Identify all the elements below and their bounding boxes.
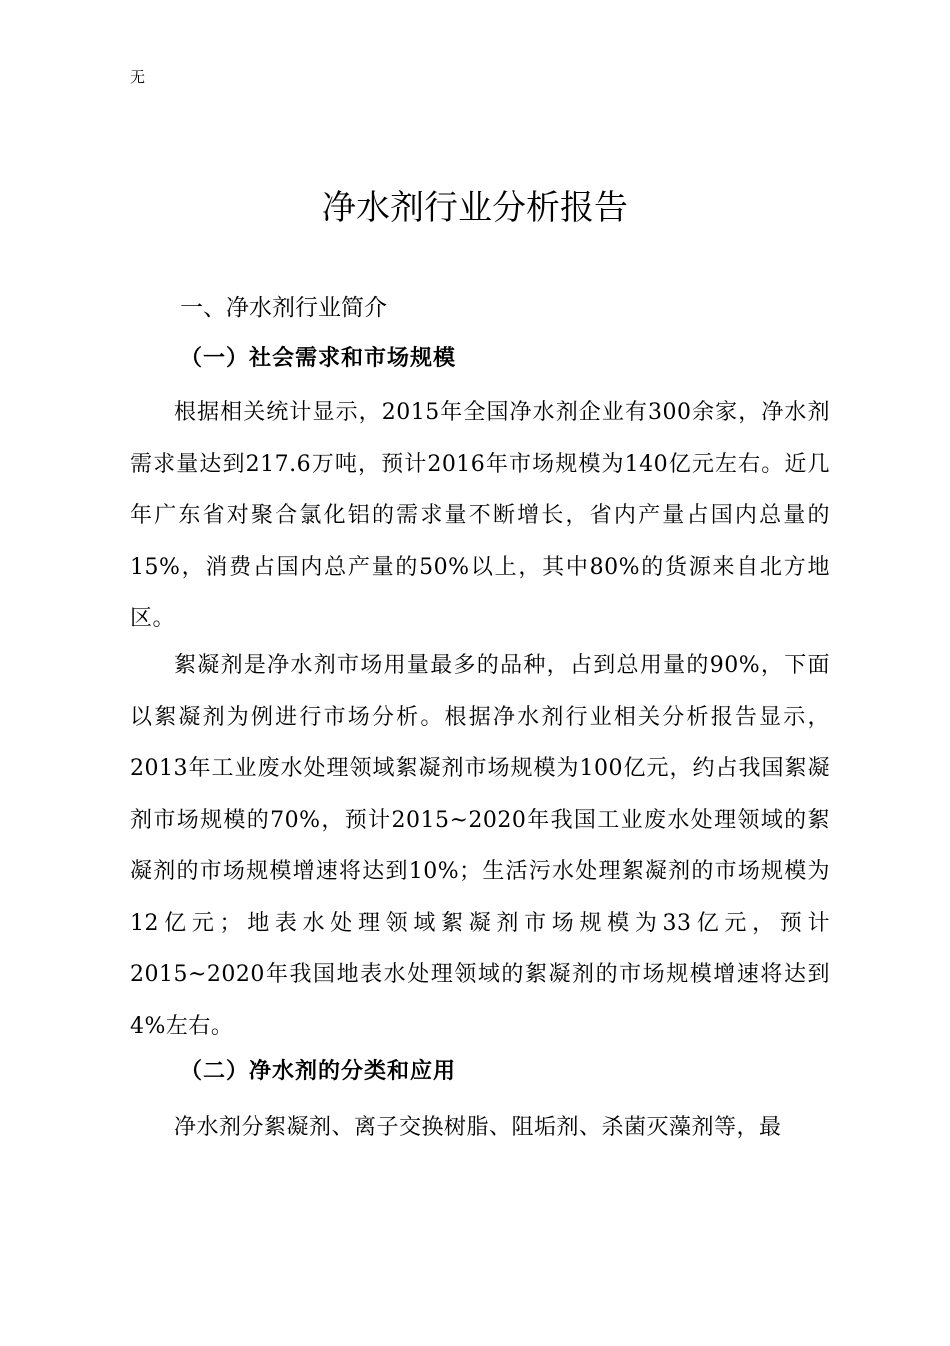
subsection-heading-1: （一）社会需求和市场规模	[180, 345, 457, 371]
document-title: 净水剂行业分析报告	[322, 188, 628, 228]
paragraph-classification: 净水剂分絮凝剂、离子交换树脂、阻垢剂、杀菌灭藻剂等，最	[174, 1115, 782, 1140]
header-mark: 无	[130, 68, 146, 86]
paragraph-market-stats: 根据相关统计显示，2015年全国净水剂企业有300余家，净水剂需求量达到217.6万吨，预计2016年市场规模为140亿元左右。近几年广东省对聚合氯化铝的需求量不断增长，省内产量占国内总量的15%，消费占国内总产量的50%以上，其中80%的货源来自北方地区。	[130, 400, 830, 631]
subsection-heading-2: （二）净水剂的分类和应用	[180, 1058, 457, 1084]
section-heading-1: 一、净水剂行业简介	[180, 295, 387, 321]
paragraph-flocculant-analysis: 絮凝剂是净水剂市场用量最多的品种，占到总用量的90%，下面以絮凝剂为例进行市场分析。根据净水剂行业相关分析报告显示，2013年工业废水处理领域絮凝剂市场规模为100亿元，约占我国絮凝剂市场规模的70%，预计2015~2020年我国工业废水处理领域的絮凝剂的市场规模增速将达到10%；生活污水处理絮凝剂的市场规模为12亿元；地表水处理领域絮凝剂市场规模为33亿元，预计2015~2020年我国地表水处理领域的絮凝剂的市场规模增速将达到4%左右。	[130, 653, 830, 1039]
